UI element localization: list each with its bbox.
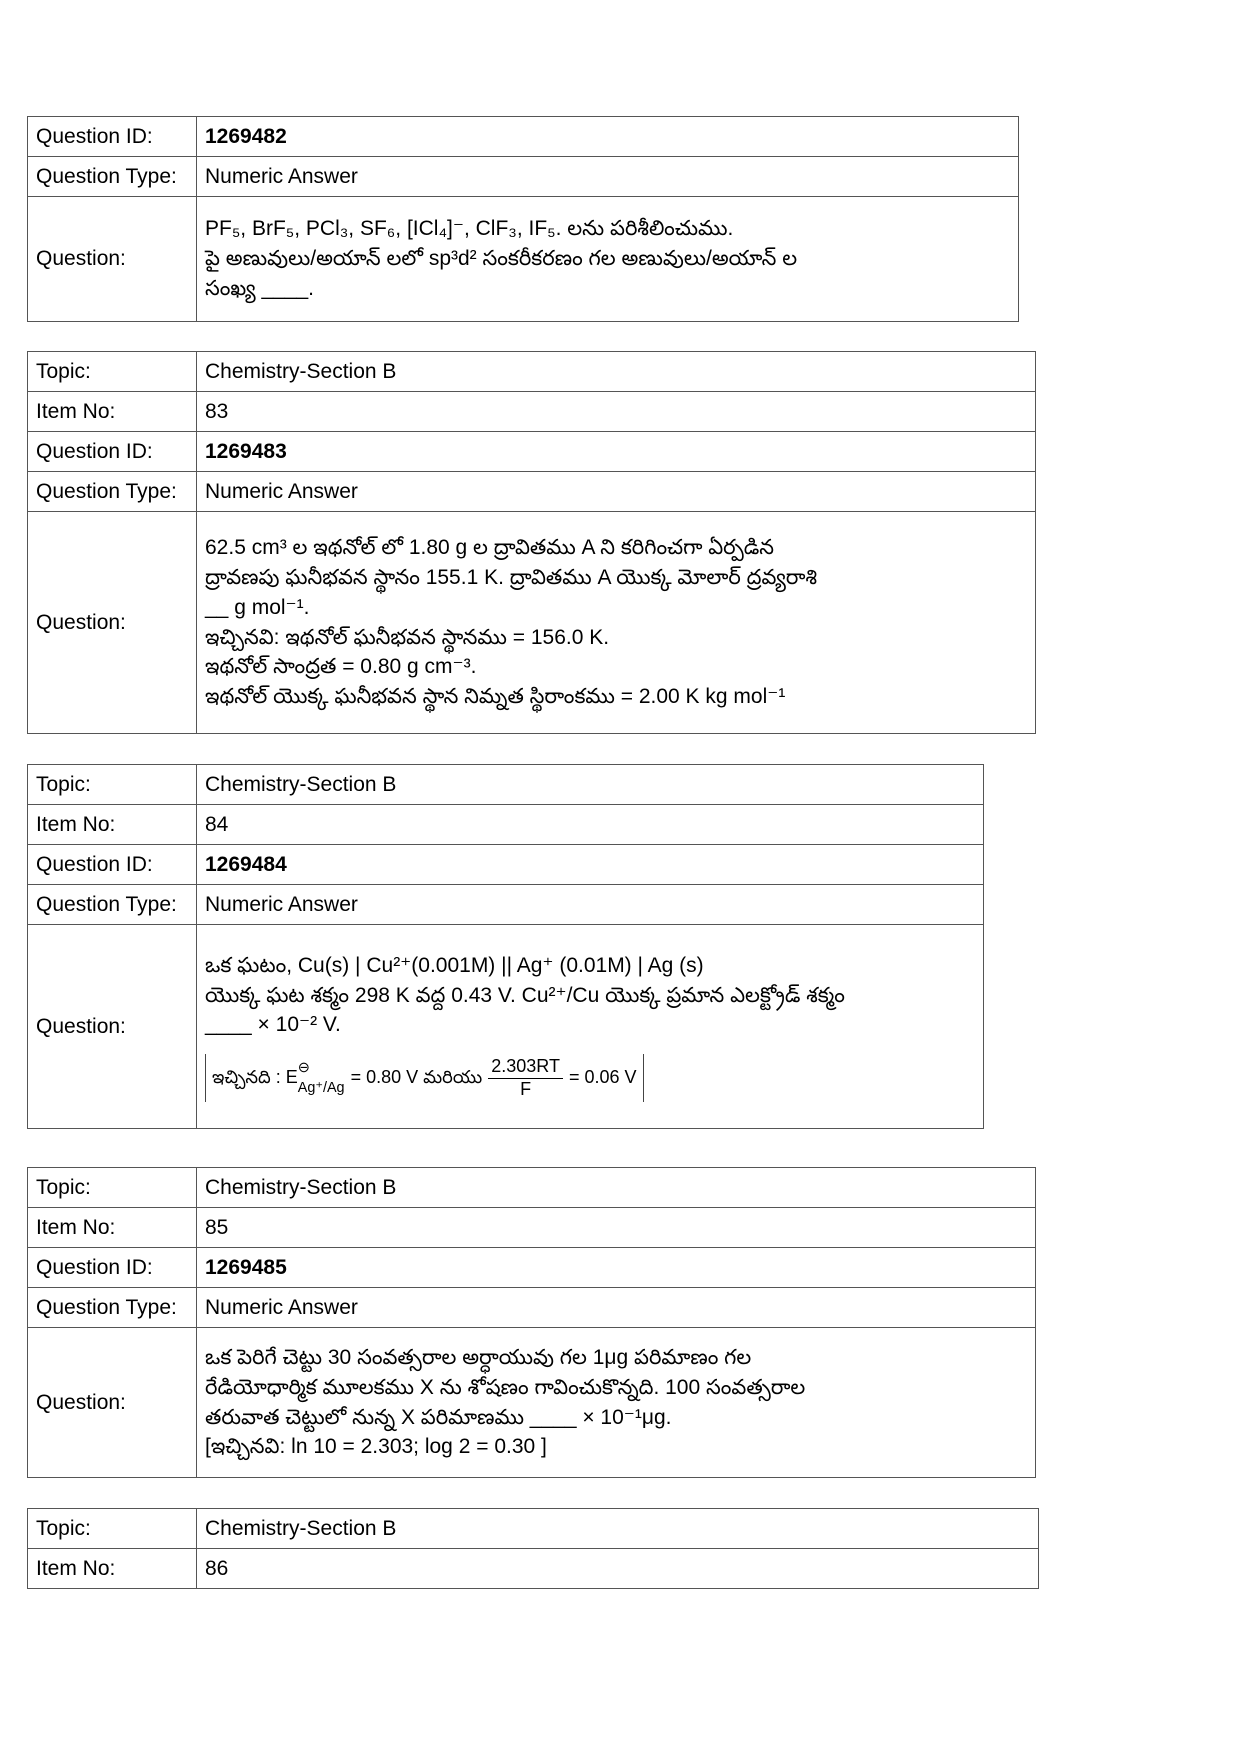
fraction-numerator: 2.303RT [488, 1056, 563, 1079]
topic-label: Topic: [28, 352, 197, 392]
question-line: తరువాత చెట్టులో నున్న X పరిమాణము ____ × 10⁻¹μg. [205, 1405, 672, 1429]
question-id-value: 1269483 [197, 432, 1036, 472]
item-no-label: Item No: [28, 1549, 197, 1589]
item-no-value: 83 [197, 392, 1036, 432]
question-line: ఇథనోల్ సాంద్రత = 0.80 g cm⁻³. [205, 655, 477, 679]
given-end: = 0.06 V [568, 1067, 637, 1088]
question-label: Question: [28, 925, 197, 1129]
question-id-label: Question ID: [28, 845, 197, 885]
table-row [28, 885, 984, 925]
topic-value: Chemistry-Section B [197, 1509, 1039, 1549]
question-id-value: 1269482 [197, 117, 1019, 157]
fraction [488, 1056, 563, 1100]
topic-value: Chemistry-Section B [197, 1168, 1036, 1208]
question-line: ఇచ్చినవి: ఇథనోల్ ఘనీభవన స్థానము = 156.0 K. [205, 625, 610, 649]
fraction-denominator: F [520, 1078, 532, 1099]
question-id-label: Question ID: [28, 432, 197, 472]
given-formula [205, 1054, 644, 1102]
question-text [197, 197, 1019, 322]
table-row [28, 352, 1036, 392]
question-table-86 [27, 1508, 1039, 1589]
question-text [197, 925, 984, 1129]
question-id-label: Question ID: [28, 117, 197, 157]
item-no-value: 84 [197, 805, 984, 845]
question-type-label: Question Type: [28, 472, 197, 512]
table-row [28, 1208, 1036, 1248]
table-row [28, 1248, 1036, 1288]
question-line: ఒక ఘటం, Cu(s) | Cu²⁺(0.001M) || Ag⁺ (0.01M) | Ag (s) [205, 953, 704, 977]
item-no-value: 85 [197, 1208, 1036, 1248]
question-type-value: Numeric Answer [197, 157, 1019, 197]
question-line: రేడియోధార్మిక మూలకము X ను శోషణం గావించుకొన్నది. 100 సంవత్సరాల [205, 1375, 806, 1399]
question-line: పై అణువులు/అయాన్ లలో sp³d² సంకరీకరణం గల అణువులు/అయాన్ ల [205, 247, 798, 271]
given-mid: = 0.80 V మరియు [350, 1067, 483, 1088]
question-line: 62.5 cm³ ల ఇథనోల్ లో 1.80 g ల ద్రావితము A ని కరిగించగా ఏర్పడిన [205, 536, 775, 560]
question-label: Question: [28, 512, 197, 734]
theta-symbol: ⊖ [297, 1059, 310, 1076]
topic-label: Topic: [28, 1168, 197, 1208]
question-type-label: Question Type: [28, 885, 197, 925]
question-line: ఇథనోల్ యొక్క ఘనీభవన స్థాన నిమ్నత స్థిరాంకము = 2.00 K kg mol⁻¹ [205, 685, 786, 709]
question-line: __ g mol⁻¹. [205, 595, 310, 619]
table-row [28, 765, 984, 805]
table-row [28, 472, 1036, 512]
question-text [197, 512, 1036, 734]
question-type-value: Numeric Answer [197, 472, 1036, 512]
question-line: సంఖ్య ____. [205, 276, 315, 300]
question-line: ____ × 10⁻² V. [205, 1013, 341, 1037]
question-table-1269485 [27, 1167, 1036, 1478]
question-type-label: Question Type: [28, 1288, 197, 1328]
given-prefix: ఇచ్చినది : E [212, 1067, 298, 1088]
topic-label: Topic: [28, 765, 197, 805]
item-no-label: Item No: [28, 805, 197, 845]
question-line: యొక్క ఘట శక్మం 298 K వద్ద 0.43 V. Cu²⁺/Cu యొక్క ప్రమాన ఎలక్ట్రోడ్ శక్మం [205, 983, 845, 1007]
question-id-value: 1269484 [197, 845, 984, 885]
electrode-subscript: Ag⁺/Ag [297, 1080, 345, 1097]
question-type-value: Numeric Answer [197, 1288, 1036, 1328]
item-no-value: 86 [197, 1549, 1039, 1589]
question-line: ద్రావణపు ఘనీభవన స్థానం 155.1 K. ద్రావితము A యొక్క మోలార్ ద్రవ్యరాశి [205, 565, 818, 589]
table-row [28, 432, 1036, 472]
table-row [28, 925, 984, 1129]
table-row [28, 805, 984, 845]
question-table-1269482 [27, 116, 1019, 322]
question-type-label: Question Type: [28, 157, 197, 197]
topic-value: Chemistry-Section B [197, 765, 984, 805]
table-row [28, 845, 984, 885]
question-line: PF₅, BrF₅, PCl₃, SF₆, [ICl₄]⁻, ClF₃, IF₅. లను పరిశీలించుము. [205, 217, 734, 241]
question-text [197, 1328, 1036, 1478]
table-row [28, 197, 1019, 322]
topic-value: Chemistry-Section B [197, 352, 1036, 392]
question-label: Question: [28, 197, 197, 322]
table-row [28, 1549, 1039, 1589]
question-table-1269483 [27, 351, 1036, 734]
question-line: ఒక పెరిగే చెట్టు 30 సంవత్సరాల అర్ధాయువు గల 1μg పరిమాణం గల [205, 1345, 752, 1369]
table-row [28, 1168, 1036, 1208]
electrode-notation [298, 1061, 345, 1096]
topic-label: Topic: [28, 1509, 197, 1549]
item-no-label: Item No: [28, 392, 197, 432]
table-row [28, 512, 1036, 734]
question-table-1269484 [27, 764, 984, 1129]
question-id-value: 1269485 [197, 1248, 1036, 1288]
table-row [28, 1509, 1039, 1549]
table-row [28, 392, 1036, 432]
table-row [28, 117, 1019, 157]
table-row [28, 1328, 1036, 1478]
question-type-value: Numeric Answer [197, 885, 984, 925]
table-row [28, 1288, 1036, 1328]
question-label: Question: [28, 1328, 197, 1478]
question-line: [ఇచ్చినవి: ln 10 = 2.303; log 2 = 0.30 ] [205, 1435, 547, 1459]
question-id-label: Question ID: [28, 1248, 197, 1288]
item-no-label: Item No: [28, 1208, 197, 1248]
table-row [28, 157, 1019, 197]
